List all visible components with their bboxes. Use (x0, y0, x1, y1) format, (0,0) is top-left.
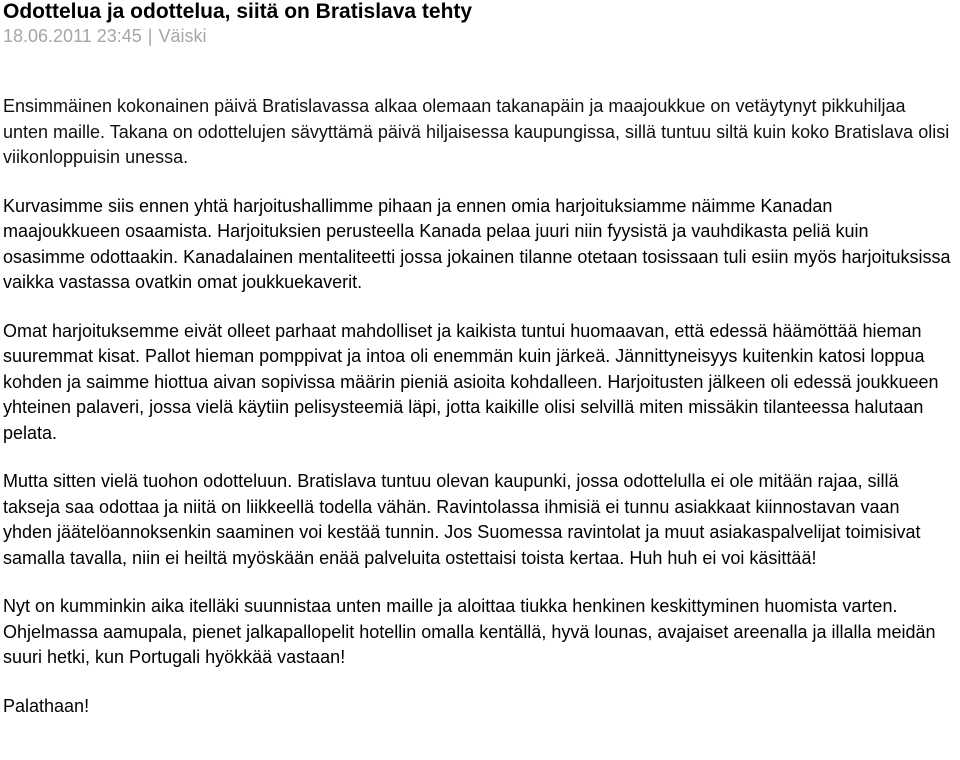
paragraph-tomorrow: Nyt on kumminkin aika itelläki suunnistaa unten maille ja aloittaa tiukka henkinen keskittyminen huomista varten. Ohjelmassa aamupala, pienet jalkapallopelit hotellin omalla kentällä, hyvä lounas, avajaiset areenalla ja illalla meidän suuri hetki, kun Portugali hyökkää vastaan! (3, 596, 936, 667)
post-author: Väiski (158, 26, 207, 46)
paragraph-own-training: Omat harjoituksemme eivät olleet parhaat mahdolliset ja kaikista tuntui huomaavan, että edessä häämöttää hieman suuremmat kisat. Pallot hieman pomppivat ja intoa oli enemmän kuin järkeä. Jännittyneisyys kuitenkin katosi loppua kohden ja saimme hiottua aivan sopivissa määrin pieniä asioita kohdalleen. Harjoitusten jälkeen oli edessä joukkueen yhteinen palaveri, jossa vielä käytiin pelisysteemiä läpi, jotta kaikille olisi selvillä miten missäkin tilanteessa halutaan pelata. (3, 320, 939, 443)
paragraph-intro: Ensimmäinen kokonainen päivä Bratislavassa alkaa olemaan takanapäin ja maajoukkue on vetäytynyt pikkuhiljaa unten maille. Takana on odottelujen sävyttämä päivä hiljaisessa kaupungissa, sillä tuntuu siltä kuin koko Bratislava olisi viikonloppuisin unessa. (3, 96, 950, 167)
post-date: 18.06.2011 23:45 (3, 26, 142, 46)
post-meta (3, 24, 960, 48)
post-body (3, 94, 953, 719)
paragraph-signoff: Palathaan! (3, 695, 90, 716)
meta-separator: | (147, 26, 153, 46)
post-title: Odottelua ja odottelua, siitä on Bratislava tehty (3, 0, 473, 23)
paragraph-waiting: Mutta sitten vielä tuohon odotteluun. Bratislava tuntuu olevan kaupunki, jossa odottelulla ei ole mitään rajaa, sillä takseja saa odottaa ja niitä on liikkeellä todella vähän. Ravintolassa ihmisiä ei tunnu asiakkaat kiinnostavan vaan yhden jäätelöannoksenkin saaminen voi kestää tunnin. Jos Suomessa ravintolat ja muut asiakaspalvelijat toimisivat samalla tavalla, niin ei heiltä myöskään enää palveluita ostettaisi toista kertaa. Huh huh ei voi käsittää! (3, 471, 921, 568)
paragraph-training-canada: Kurvasimme siis ennen yhtä harjoitushallimme pihaan ja ennen omia harjoituksiamme näimme Kanadan maajoukkueen osaamista. Harjoituksien perusteella Kanada pelaa juuri niin fyysistä ja vauhdikasta peliä kuin osasimme odottaakin. Kanadalainen mentaliteetti jossa jokainen tilanne otetaan tosissaan tuli esiin myös harjoituksissa vaikka vastassa ovatkin omat joukkuekaverit. (3, 195, 951, 292)
